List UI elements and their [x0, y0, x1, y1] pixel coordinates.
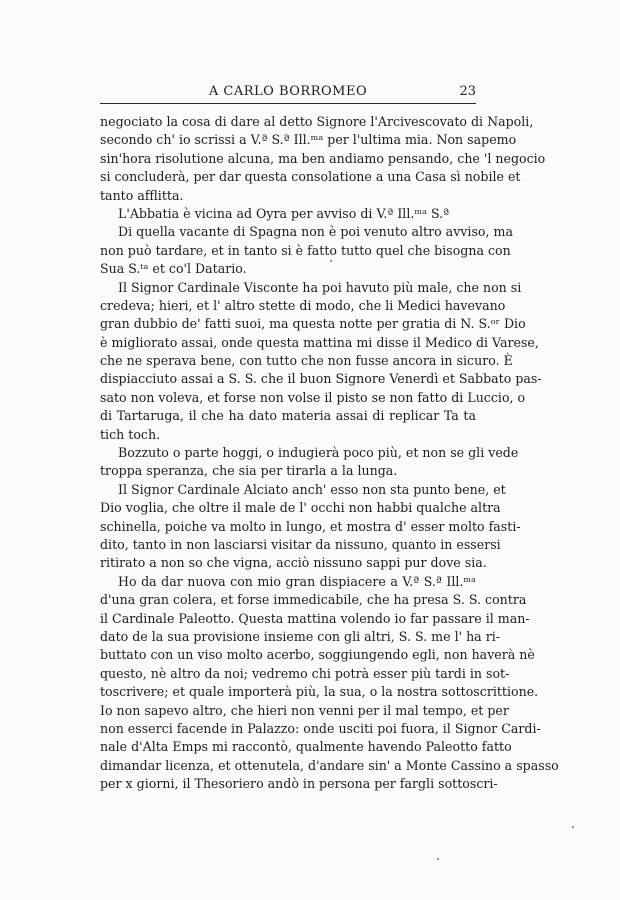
text-line: buttato con un viso molto acerbo, soggiungendo egli, non haverà nè	[100, 647, 535, 663]
text-line: questo, nè altro da noi; vedremo chi potrà esser più tardi in sot-	[100, 665, 510, 681]
text-line: troppa speranza, che sia per tirarla a la lunga.	[100, 463, 398, 479]
text-line: sin'hora risolutione alcuna, ma ben andiamo pensando, che 'l negocio	[100, 150, 546, 166]
text-line: non può tardare, et in tanto si è fatto tutto quel che bisogna con	[100, 242, 511, 258]
text-line: credeva; hieri, et l' altro stette di modo, che li Medici havevano	[100, 297, 506, 313]
text-line: tanto afflitta.	[100, 187, 184, 203]
text-line: Dio voglia, che oltre il male de l' occhi non habbi qualche altra	[100, 500, 501, 516]
paper-speck	[330, 260, 332, 262]
text-line: sato non voleva, et forse non volse il pisto se non fatto di Luccio, o	[100, 389, 526, 405]
text-line: L'Abbatia è vicina ad Oyra per avviso di V.ª Ill.ᵐᵃ S.ª	[118, 205, 450, 221]
paper-speck	[572, 826, 574, 828]
running-title: A CARLO BORROMEO	[208, 84, 368, 99]
text-line: Ho da dar nuova con mio gran dispiacere a V.ª S.ª Ill.ᵐᵃ	[118, 573, 476, 589]
page-number: 23	[459, 84, 476, 99]
text-line: d'una gran colera, et forse immedicabile, che ha presa S. S. contra	[100, 592, 527, 608]
text-line: di Tartaruga, il che ha dato materia assai di replicar Ta ta	[100, 408, 476, 424]
text-line: nale d'Alta Emps mi raccontò, qualmente havendo Paleotto fatto	[100, 739, 512, 755]
header-rule	[100, 103, 476, 104]
body-text	[100, 113, 559, 793]
text-line: il Cardinale Paleotto. Questa mattina volendo io far passare il man-	[100, 610, 530, 626]
text-line: dimandar licenza, et ottenutela, d'andare sin' a Monte Cassino a spasso	[100, 757, 559, 773]
text-line: Sua S.ᵗᵃ et co'l Datario.	[100, 261, 247, 277]
text-line: toscrivere; et quale importerà più, la sua, o la nostra sottoscrittione.	[100, 684, 539, 700]
text-line: gran dubbio de' fatti suoi, ma questa notte per gratia di N. S.ᵒʳ Dio	[100, 316, 526, 332]
text-line: non esserci facende in Palazzo: onde usciti poi fuora, il Signor Cardi-	[100, 720, 541, 736]
text-line: si concluderà, per dar questa consolatione a una Casa sì nobile et	[100, 169, 521, 185]
text-line: schinella, poiche va molto in lungo, et mostra d' esser molto fasti-	[100, 518, 521, 534]
text-line: secondo ch' io scrissi a V.ª S.ª Ill.ᵐᵃ per l'ultima mia. Non sapemo	[100, 132, 517, 148]
text-line: ritirato a non so che vigna, acciò nissuno sappi pur dove sia.	[100, 555, 487, 571]
text-line: negociato la cosa di dare al detto Signore l'Arcivescovato di Napoli,	[100, 114, 534, 129]
text-line: tich toch.	[100, 426, 161, 442]
text-line: per x giorni, il Thesoriero andò in persona per fargli sottoscri-	[100, 776, 498, 792]
text-line: Il Signor Cardinale Alciato anch' esso non sta punto bene, et	[118, 481, 506, 497]
paper-speck	[437, 858, 439, 860]
text-line: dato de la sua provisione insieme con gli altri, S. S. me l' ha ri-	[100, 628, 500, 644]
text-line: dispiacciuto assai a S. S. che il buon Signore Venerdì et Sabbato pas-	[100, 371, 542, 387]
text-line: Di quella vacante di Spagna non è poi venuto altro avviso, ma	[118, 224, 513, 240]
text-line: che ne sperava bene, con tutto che non fusse ancora in sicuro. È	[100, 353, 513, 369]
text-line: Io non sapevo altro, che hieri non venni per il mal tempo, et per	[100, 702, 509, 718]
text-line: Il Signor Cardinale Visconte ha poi havuto più male, che non si	[118, 279, 522, 295]
text-line: è migliorato assai, onde questa mattina mi disse il Medico di Varese,	[100, 334, 539, 350]
text-line: Bozzuto o parte hoggi, o indugierà poco più, et non se gli vede	[118, 445, 519, 461]
text-line: dito, tanto in non lasciarsi visitar da nissuno, quanto in essersi	[100, 536, 501, 552]
